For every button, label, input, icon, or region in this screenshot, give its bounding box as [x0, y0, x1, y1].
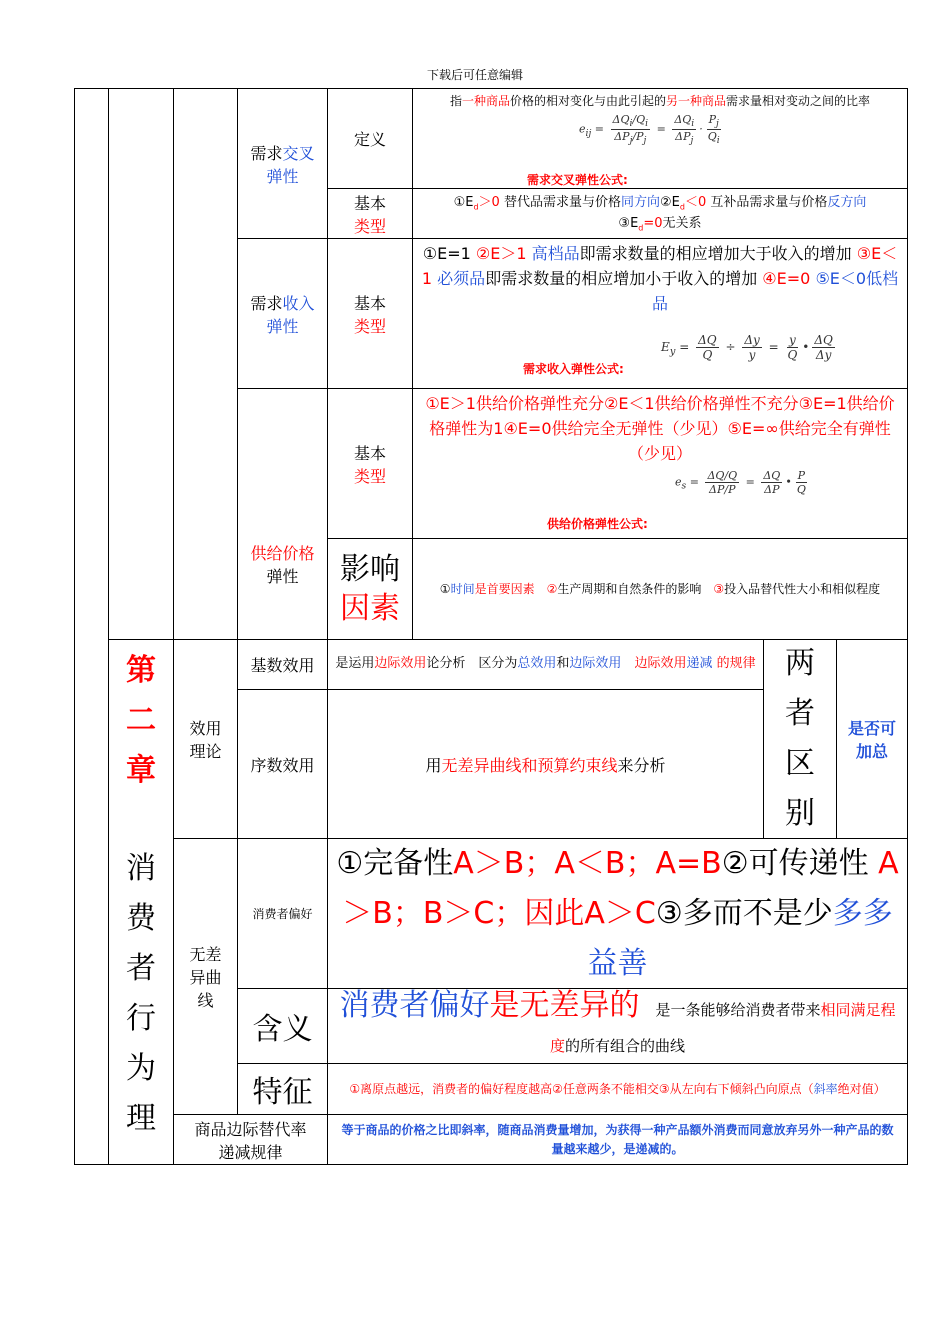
cross-types-content: $①E_d>0$ 替代品需求量与价格同方向$②E_d<0$ 互补品需求量与价格反方向 $③E_d=0$无关系: [412, 188, 908, 239]
ordinal-utility-label: 序数效用: [237, 689, 328, 839]
chapter-title-column: [108, 639, 174, 1165]
supply-elasticity-formula: $e_s$ = $\frac{\Delta Q/Q}{\Delta P/P}$ = $\frac{\Delta Q}{\Delta P}$ • $\frac{P}{Q}$: [675, 469, 806, 496]
ordinal-utility-content: 用无差异曲线和预算约束线来分析: [327, 689, 764, 839]
supply-types-label: 基本 类型: [327, 388, 413, 539]
cross-definition-content: 指一种商品价格的相对变化与由此引起的另一种商品需求量相对变动之间的比率 $e_{ij}$ = $\frac{\Delta Q_i/Q_i}{\Delta P_j/P_j}$ = $\frac{\Delta Q_i}{\Delta P_j}$ · $\frac{P_j}{Q_i}$ 需求交叉弹性公式:: [412, 88, 908, 189]
category-column-top: [173, 88, 238, 640]
page-header: 下载后可任意编辑: [426, 68, 523, 82]
indifference-curve-label: 无差 异曲 线: [173, 838, 238, 1115]
income-elasticity-label: 需求收入 弹性: [237, 238, 328, 389]
supply-formula-caption: 供给价格弹性公式:: [547, 517, 648, 531]
cross-elasticity-label: 需求交叉 弹性: [237, 88, 328, 239]
chapter-char: 者: [126, 951, 156, 986]
cardinal-utility-label: 基数效用: [237, 639, 328, 690]
chapter-char: 二: [126, 703, 156, 738]
cross-elasticity-formula: $e_{ij}$ = $\frac{\Delta Q_i/Q_i}{\Delta P_j/P_j}$ = $\frac{\Delta Q_i}{\Delta P_j}$ · $\frac{P_j}{Q_i}$: [579, 112, 720, 146]
features-content: ①离原点越远，消费者的偏好程度越高②任意两条不能相交③从左向右下倾斜凸向原点（斜率绝对值）: [327, 1063, 908, 1115]
cross-definition-label: 定义: [327, 88, 413, 189]
supply-factors-label: 影响 因素: [327, 538, 413, 640]
meaning-label: 含义: [237, 988, 328, 1064]
income-types-content: ①E=1 ②E＞1 高档品即需求数量的相应增加大于收入的增加 ③E＜1 必须品即需求数量的相应增加小于收入的增加 ④E=0 ⑤E＜0低档品 $E_y$ = $\frac{\Delta Q}{Q}$ ÷ $\frac{\Delta y}{y}$ = $\frac{y}{Q}$ • $\frac{\Delta Q}{\Delta y}$ 需求收入弹性公式:: [412, 238, 908, 389]
chapter-char: 第: [126, 653, 156, 688]
cross-formula-caption: 需求交叉弹性公式:: [527, 173, 628, 187]
utility-theory-label: 效用 理论: [173, 639, 238, 839]
chapter-char: 章: [126, 753, 156, 788]
chapter-column-top: [108, 88, 174, 640]
income-formula-caption: 需求收入弹性公式:: [523, 362, 624, 376]
mrs-content: 等于商品的价格之比即斜率，随商品消费量增加，为获得一种产品额外消费而同意放弃另外一种产品的数量越来越少，是递减的。: [327, 1114, 908, 1165]
consumer-preference-label: 消费者偏好: [237, 838, 328, 989]
supply-types-content: ①E＞1供给价格弹性充分②E＜1供给价格弹性不充分③E=1供给价格弹性为1④E=0供给完全无弹性（少见）⑤E=∞供给完全有弹性（少见） $e_s$ = $\frac{\Delta Q/Q}{\Delta P/P}$ = $\frac{\Delta Q}{\Delta P}$ • $\frac{P}{Q}$ 供给价格弹性公式:: [412, 388, 908, 539]
cardinal-utility-content: 是运用边际效用论分析 区分为总效用和边际效用 边际效用递减 的规律: [327, 639, 764, 690]
meaning-content: 消费者偏好是无差异的 是一条能够给消费者带来相同满足程度的所有组合的曲线: [327, 988, 908, 1064]
income-types-label: 基本 类型: [327, 238, 413, 389]
difference-label: 两 者 区 别: [763, 639, 837, 839]
mrs-label: 商品边际替代率 递减规律: [173, 1114, 328, 1165]
supply-factors-content: ①时间是首要因素 ②生产周期和自然条件的影响 ③投入品替代性大小和相似程度: [412, 538, 908, 640]
income-elasticity-formula: $E_y$ = $\frac{\Delta Q}{Q}$ ÷ $\frac{\Delta y}{y}$ = $\frac{y}{Q}$ • $\frac{\Delta Q}{\Delta y}$: [661, 333, 833, 362]
chapter-char: 理: [126, 1101, 156, 1136]
chapter-char: 为: [126, 1051, 156, 1086]
cross-types-label: 基本 类型: [327, 188, 413, 239]
outer-column-1: [74, 88, 109, 1165]
chapter-char: 行: [126, 1001, 156, 1036]
difference-note: 是否可 加总: [836, 639, 908, 839]
chapter-char: 消: [126, 851, 156, 886]
chapter-char: 费: [126, 901, 156, 936]
consumer-preference-content: ①完备性A＞B；A＜B；A=B②可传递性 A＞B；B＞C；因此A＞C③多而不是少多多益善: [327, 838, 908, 989]
features-label: 特征: [237, 1063, 328, 1115]
supply-elasticity-label: 供给价格 弹性: [237, 388, 328, 640]
